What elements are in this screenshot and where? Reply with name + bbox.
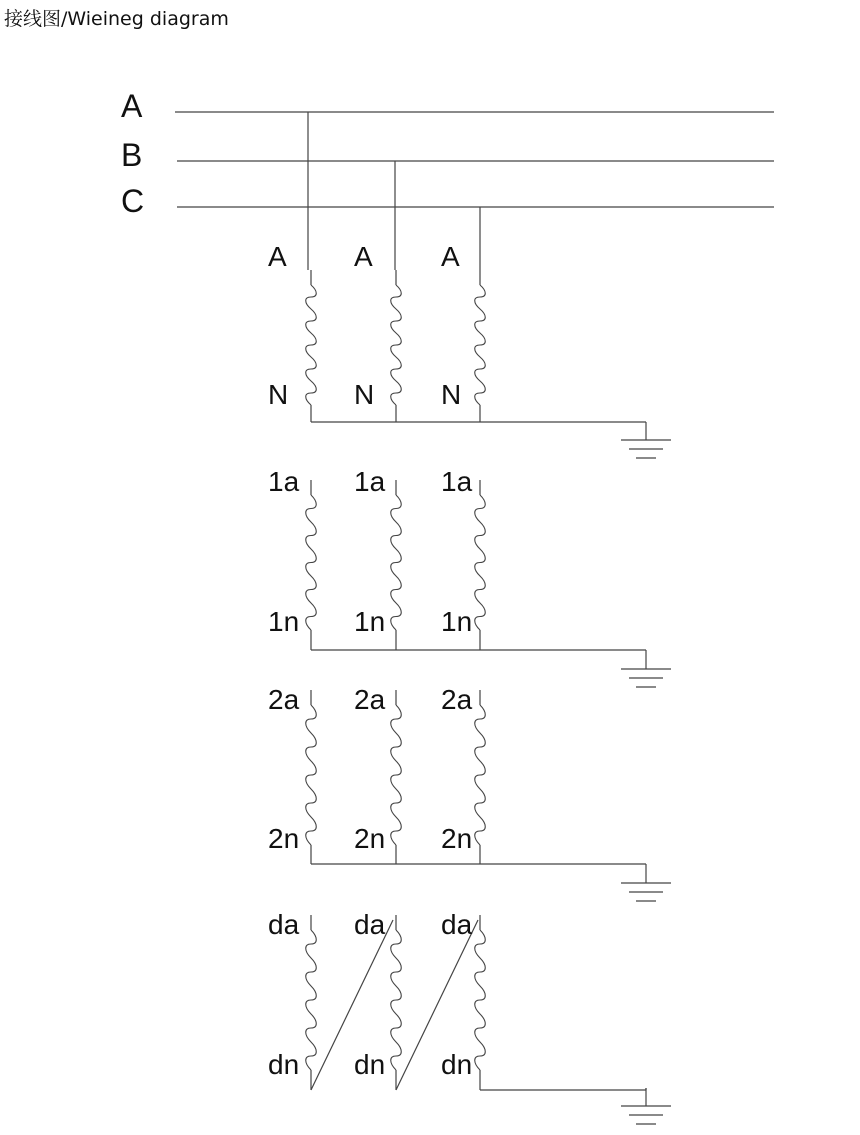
bus-b-label: B [121, 137, 143, 173]
terminal-residual-bottom-a: dn [268, 1049, 300, 1080]
terminal-primary-top-c: A [441, 241, 460, 272]
terminal-primary-top-b: A [354, 241, 373, 272]
terminal-residual-bottom-b: dn [354, 1049, 386, 1080]
terminal-primary-bottom-c: N [441, 379, 462, 410]
coil-secondary-1-a [306, 495, 317, 630]
terminal-secondary-2-bottom-a: 2n [268, 823, 300, 854]
ground-symbol-secondary-1 [621, 651, 671, 687]
terminal-secondary-1-bottom-c: 1n [441, 606, 473, 637]
terminal-secondary-2-top-a: 2a [268, 684, 300, 715]
terminal-primary-top-a: A [268, 241, 287, 272]
terminal-residual-top-a: da [268, 909, 300, 940]
coil-secondary-2-a [306, 705, 317, 845]
terminal-secondary-2-top-c: 2a [441, 684, 473, 715]
coil-secondary-2-c [475, 705, 486, 845]
coil-primary-c [475, 285, 486, 405]
terminal-residual-bottom-c: dn [441, 1049, 473, 1080]
terminal-primary-bottom-a: N [268, 379, 289, 410]
ground-symbol-secondary-2 [621, 865, 671, 901]
terminal-secondary-1-top-b: 1a [354, 466, 386, 497]
ground-symbol-residual [621, 1088, 671, 1124]
coil-residual-b [391, 930, 402, 1070]
bus-c-label: C [121, 183, 145, 219]
terminal-secondary-1-top-c: 1a [441, 466, 473, 497]
diagram-title: 接线图/Wieineg diagram [4, 8, 229, 30]
terminal-secondary-2-top-b: 2a [354, 684, 386, 715]
coil-secondary-1-b [391, 495, 402, 630]
coil-secondary-2-b [391, 705, 402, 845]
coil-residual-a [306, 930, 317, 1070]
terminal-secondary-1-bottom-a: 1n [268, 606, 300, 637]
ground-symbol-primary [621, 422, 671, 458]
terminal-residual-top-c: da [441, 909, 473, 940]
coil-primary-a [306, 285, 317, 405]
terminal-secondary-2-bottom-c: 2n [441, 823, 473, 854]
terminal-primary-bottom-b: N [354, 379, 375, 410]
terminal-secondary-2-bottom-b: 2n [354, 823, 386, 854]
terminal-secondary-1-bottom-b: 1n [354, 606, 386, 637]
terminal-residual-top-b: da [354, 909, 386, 940]
coil-residual-c [475, 930, 486, 1070]
coil-secondary-1-c [475, 495, 486, 630]
bus-a-label: A [121, 88, 143, 124]
terminal-secondary-1-top-a: 1a [268, 466, 300, 497]
coil-primary-b [391, 285, 402, 405]
